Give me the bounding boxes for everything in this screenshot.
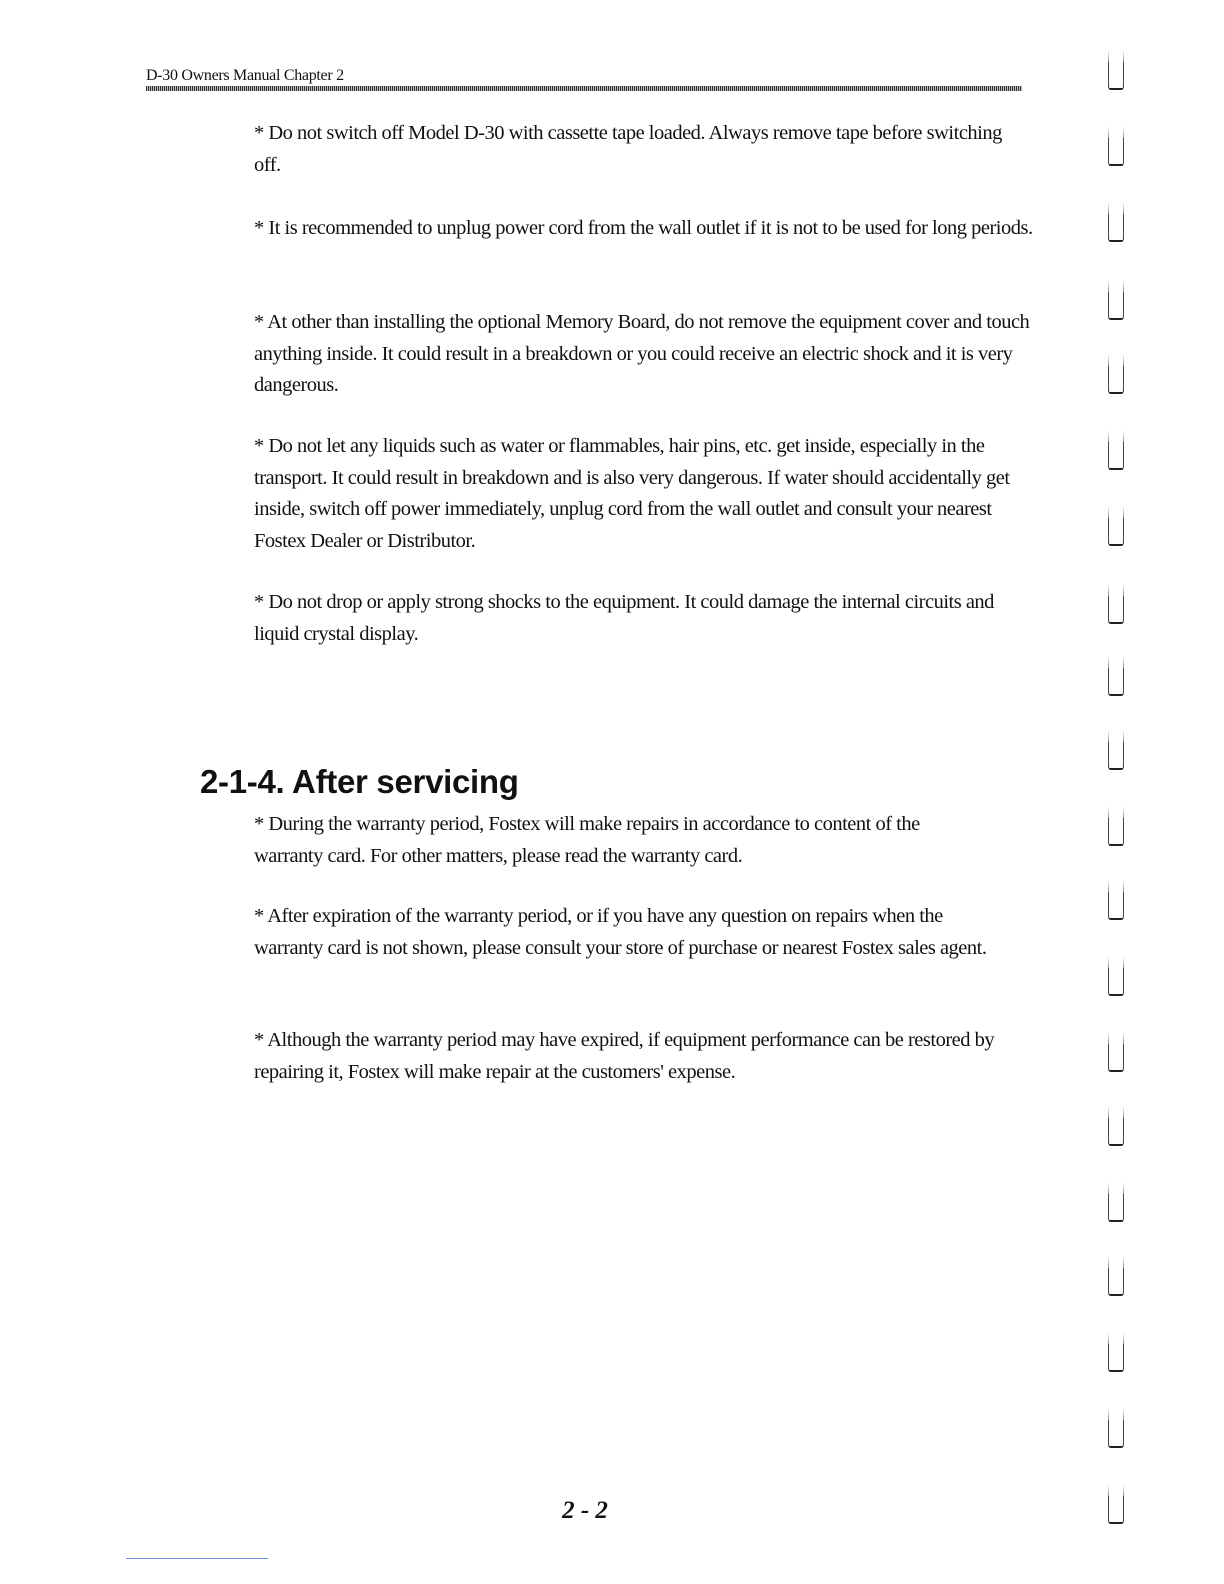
binder-hole [1108,506,1124,546]
binder-hole [1108,354,1124,394]
binder-hole [1108,1182,1124,1222]
binder-hole [1108,956,1124,996]
binder-hole [1108,656,1124,696]
binder-hole [1108,730,1124,770]
binder-hole [1108,1032,1124,1072]
running-header: D-30 Owners Manual Chapter 2 [146,67,344,84]
safety-note-1 [254,118,1028,181]
section-heading: 2-1-4. After servicing [200,763,519,800]
binder-hole [1108,1408,1124,1448]
binder-hole [1108,584,1124,624]
service-note-2 [254,901,1006,964]
binder-holes-strip [1108,44,1128,1554]
binder-hole [1108,880,1124,920]
page-number: 2 - 2 [562,1497,608,1524]
binder-hole [1108,280,1124,320]
service-note-3 [254,1025,1030,1088]
binder-hole [1108,1106,1124,1146]
binder-hole [1108,806,1124,846]
safety-note-2 [254,213,1034,245]
binder-hole [1108,1332,1124,1372]
safety-note-3 [254,307,1034,402]
header-rule [146,86,1022,91]
service-note-text: * Although the warranty period may have expired, if equipment performance can be restored by repairing it, Fostex will make repair at the customers' expense. [254,1029,995,1083]
safety-note-text: * Do not let any liquids such as water or flammables, hair pins, etc. get inside, especially in the transport. It could result in breakdown and is also very dangerous. If water should accidentally get inside, switch off power immediately, unplug cord from the wall outlet and consult your nearest Fostex Dealer or Distributor. [254,435,1010,552]
safety-note-4 [254,431,1030,557]
service-note-1 [254,809,984,872]
safety-note-text: * Do not drop or apply strong shocks to the equipment. It could damage the internal circuits and liquid crystal display. [254,591,994,645]
safety-note-text: * Do not switch off Model D-30 with cassette tape loaded. Always remove tape before switching off. [254,122,1002,176]
binder-hole [1108,430,1124,470]
safety-note-text: * At other than installing the optional Memory Board, do not remove the equipment cover and touch anything inside. It could result in a breakdown or you could receive an electric shock and it is very dangerous. [254,311,1030,396]
binder-hole [1108,1484,1124,1524]
binder-hole [1108,50,1124,90]
safety-note-text: * It is recommended to unplug power cord from the wall outlet if it is not to be used for long periods. [254,217,1033,239]
binder-hole [1108,1256,1124,1296]
binder-hole [1108,126,1124,166]
safety-note-5 [254,587,1034,650]
service-note-text: * After expiration of the warranty period, or if you have any question on repairs when the warranty card is not shown, please consult your store of purchase or nearest Fostex sales agent. [254,905,987,959]
binder-hole [1108,202,1124,242]
bottom-rule [126,1558,268,1559]
service-note-text: * During the warranty period, Fostex will make repairs in accordance to content of the warranty card. For other matters, please read the warranty card. [254,813,920,867]
